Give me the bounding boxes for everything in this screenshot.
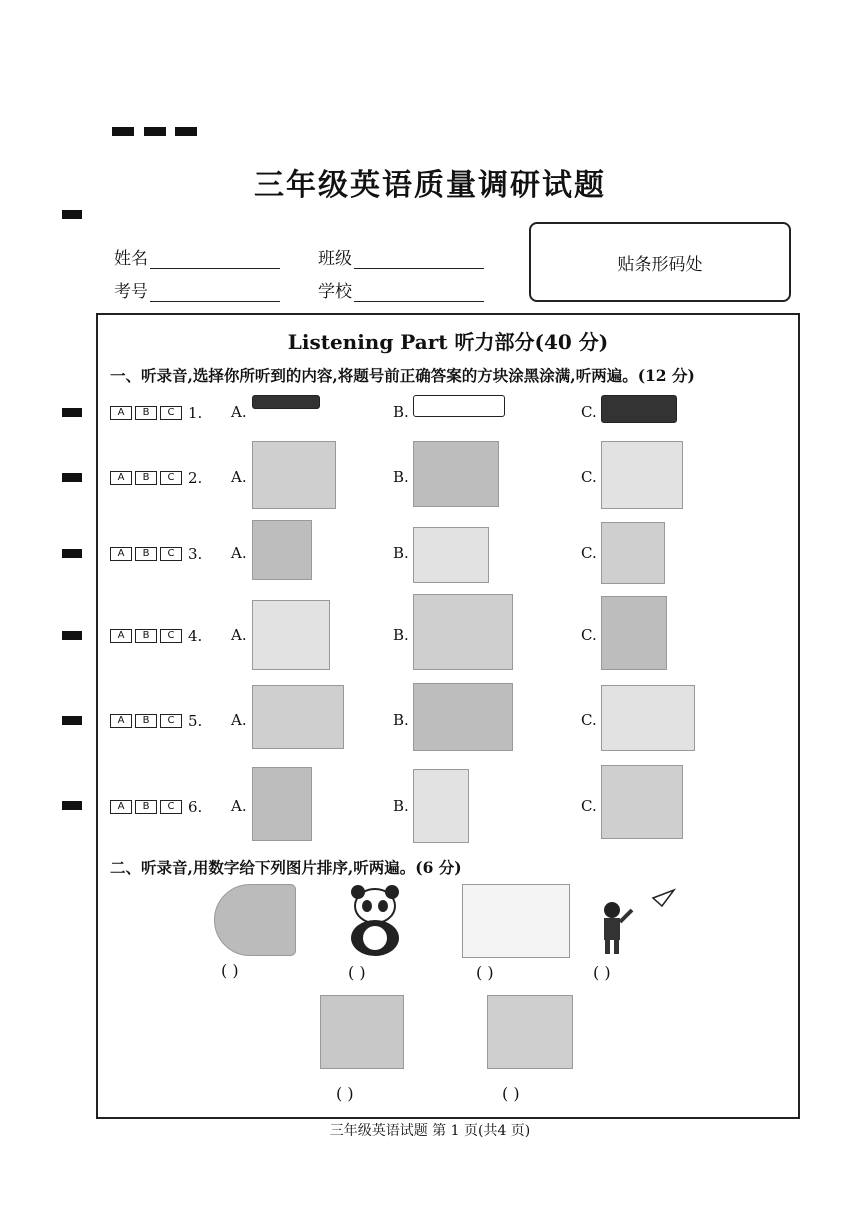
exam-number-field[interactable] (114, 277, 280, 302)
ordering-picture-panda (342, 884, 408, 958)
answer-blank[interactable]: ( ) (502, 1084, 520, 1103)
question-row (110, 795, 202, 819)
question-number: 6. (188, 798, 203, 816)
option-label-c: C. (581, 626, 597, 644)
question-number: 1. (188, 404, 203, 422)
answer-bubble-a[interactable]: A (110, 800, 132, 814)
exam-title: 三年级英语质量调研试题 (254, 168, 606, 203)
answer-bubble-c[interactable]: C (160, 800, 182, 814)
answer-bubble-b[interactable]: B (135, 547, 157, 561)
option-label-b: B. (393, 468, 409, 486)
picture-eraser (601, 395, 677, 423)
option-label-c: C. (581, 797, 597, 815)
picture-hen (252, 520, 312, 580)
class-label: 班级 (318, 249, 352, 269)
answer-bubble-a[interactable]: A (110, 629, 132, 643)
picture-tree (252, 767, 312, 841)
picture-leaf (413, 769, 469, 843)
picture-banana-tree (601, 765, 683, 839)
question-row (110, 542, 202, 566)
answer-blank[interactable]: ( ) (476, 963, 494, 982)
question-row (110, 466, 202, 490)
registration-mark (62, 210, 82, 219)
registration-mark (144, 127, 166, 136)
registration-mark (62, 549, 82, 558)
option-label-b: B. (393, 403, 409, 421)
option-label-a: A. (231, 711, 247, 729)
picture-math-class (413, 441, 499, 507)
school-label: 学校 (318, 282, 352, 302)
registration-mark (62, 631, 82, 640)
barcode-label: 贴条形码处 (617, 254, 703, 275)
picture-noodles (413, 594, 513, 670)
answer-bubble-c[interactable]: C (160, 547, 182, 561)
option-label-a: A. (231, 544, 247, 562)
answer-bubble-a[interactable]: A (110, 471, 132, 485)
school-field[interactable] (318, 277, 484, 302)
picture-tiger (601, 522, 665, 584)
picture-vegetable-basket (601, 596, 667, 670)
answer-bubble-c[interactable]: C (160, 471, 182, 485)
answer-bubble-b[interactable]: B (135, 406, 157, 420)
name-label: 姓名 (114, 249, 148, 269)
exam-number-label: 考号 (114, 282, 148, 302)
picture-pencil (252, 395, 320, 409)
option-label-a: A. (231, 403, 247, 421)
answer-blank[interactable]: ( ) (336, 1084, 354, 1103)
option-label-b: B. (393, 626, 409, 644)
option-label-c: C. (581, 544, 597, 562)
answer-blank[interactable]: ( ) (593, 963, 611, 982)
picture-classroom-students (252, 441, 336, 509)
option-label-c: C. (581, 403, 597, 421)
ordering-picture-boy-with-camera (214, 884, 296, 956)
ordering-picture-classroom-children (462, 884, 570, 958)
option-label-c: C. (581, 711, 597, 729)
option-label-a: A. (231, 797, 247, 815)
answer-bubble-c[interactable]: C (160, 406, 182, 420)
picture-students-sweeping (601, 441, 683, 509)
page-footer: 三年级英语试题 第 1 页(共4 页) (329, 1123, 531, 1139)
option-label-b: B. (393, 711, 409, 729)
option-label-c: C. (581, 468, 597, 486)
picture-beef-dish (252, 600, 330, 670)
picture-library (413, 683, 513, 751)
ordering-picture-girl-with-goose (320, 995, 404, 1069)
name-field[interactable] (114, 244, 280, 269)
answer-bubble-a[interactable]: A (110, 406, 132, 420)
panda-icon (342, 884, 408, 958)
picture-ruler (413, 395, 505, 417)
answer-bubble-b[interactable]: B (135, 714, 157, 728)
answer-bubble-a[interactable]: A (110, 714, 132, 728)
answer-bubble-c[interactable]: C (160, 629, 182, 643)
option-label-b: B. (393, 797, 409, 815)
option-label-a: A. (231, 468, 247, 486)
registration-mark (62, 473, 82, 482)
answer-blank[interactable]: ( ) (221, 961, 239, 980)
picture-bear (413, 527, 489, 583)
question-number: 5. (188, 712, 203, 730)
registration-mark (112, 127, 134, 136)
class-field[interactable] (318, 244, 484, 269)
section-2-instruction: 二、听录音,用数字给下列图片排序,听两遍。(6 分) (110, 858, 462, 877)
option-label-a: A. (231, 626, 247, 644)
section-1-instruction: 一、听录音,选择你所听到的内容,将题号前正确答案的方块涂黑涂满,听两遍。(12 分) (110, 366, 695, 385)
barcode-area (529, 222, 791, 302)
picture-playground (601, 685, 695, 751)
answer-bubble-b[interactable]: B (135, 800, 157, 814)
question-row (110, 401, 202, 425)
registration-mark (62, 716, 82, 725)
picture-classroom (252, 685, 344, 749)
question-row (110, 709, 202, 733)
question-number: 2. (188, 469, 203, 487)
ordering-picture-boy-paper-plane (598, 890, 676, 960)
part-title: Listening Part 听力部分(40 分) (287, 330, 609, 354)
ordering-picture-family-at-farm (487, 995, 573, 1069)
boy-paper-plane-icon (598, 890, 676, 960)
answer-bubble-c[interactable]: C (160, 714, 182, 728)
registration-mark (175, 127, 197, 136)
answer-bubble-b[interactable]: B (135, 629, 157, 643)
registration-mark (62, 408, 82, 417)
question-number: 4. (188, 627, 203, 645)
answer-bubble-a[interactable]: A (110, 547, 132, 561)
question-number: 3. (188, 545, 203, 563)
answer-blank[interactable]: ( ) (348, 963, 366, 982)
option-label-b: B. (393, 544, 409, 562)
question-row (110, 624, 202, 648)
registration-mark (62, 801, 82, 810)
answer-bubble-b[interactable]: B (135, 471, 157, 485)
